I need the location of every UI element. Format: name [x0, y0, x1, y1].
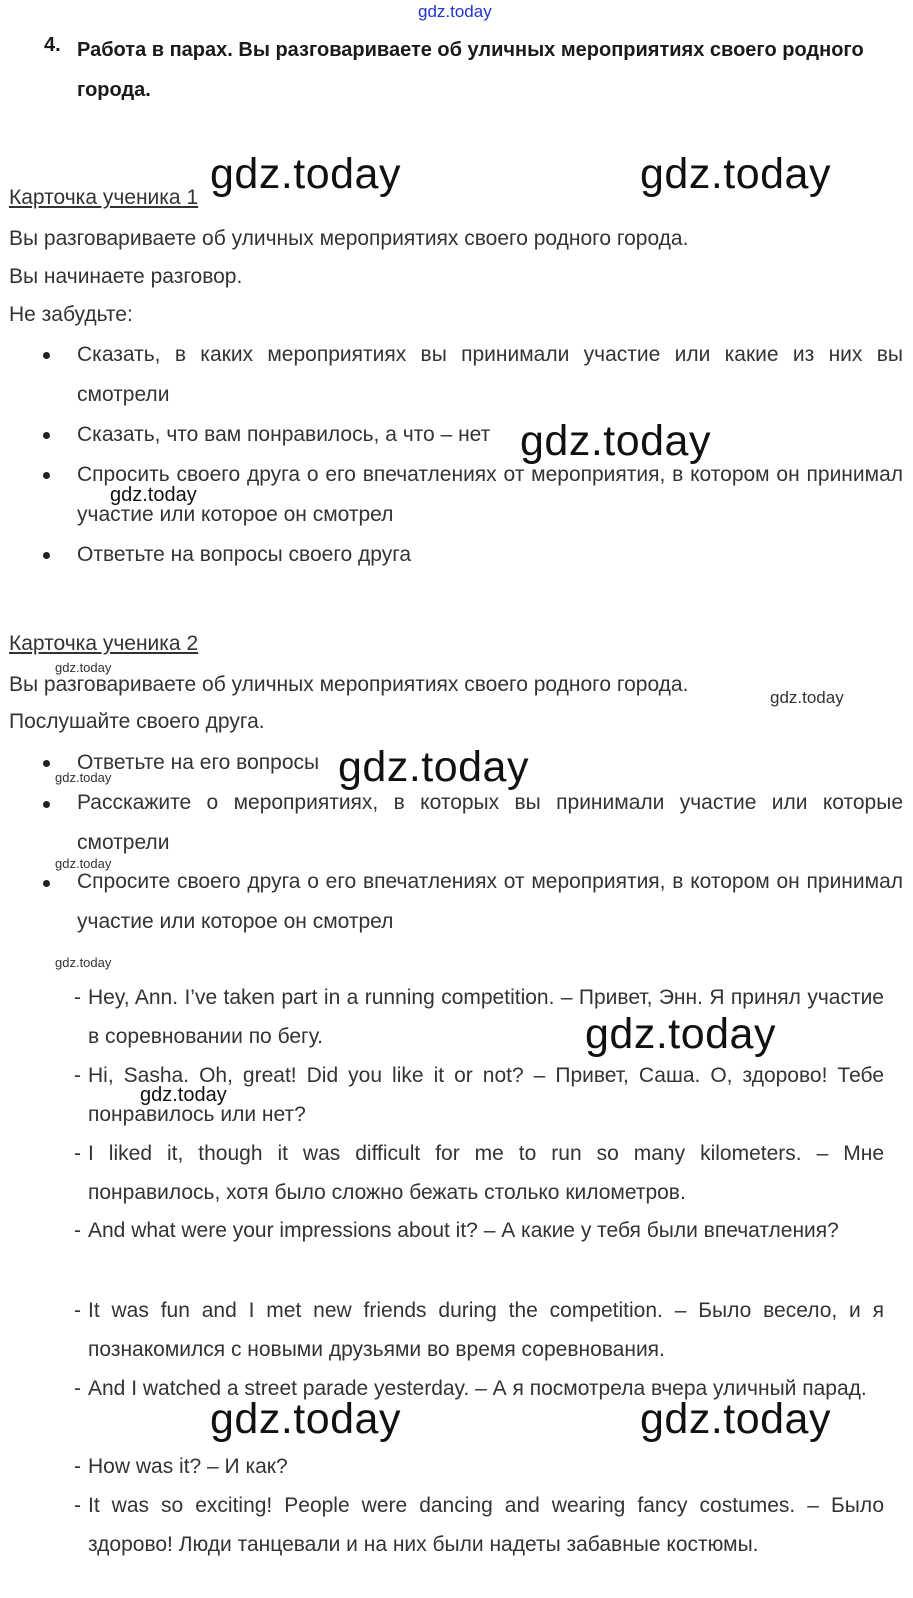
- dialogue-dash: -: [74, 1219, 81, 1242]
- watermark: gdz.today: [520, 417, 711, 465]
- task-number: 4.: [44, 34, 61, 56]
- watermark: gdz.today: [210, 150, 401, 198]
- dialogue-line: Hey, Ann. I’ve taken part in a running competition. – Привет, Энн. Я принял участие в соревновании по бегу.: [88, 986, 884, 1048]
- watermark: gdz.today: [770, 688, 844, 707]
- card2-bullet: Спросите своего друга о его впечатлениях от мероприятия, в котором он принимал участие или которое он смотрел: [77, 870, 903, 933]
- card2-bullet: Ответьте на его вопросы: [77, 751, 320, 774]
- card1-line: Вы начинаете разговор.: [9, 265, 243, 288]
- dialogue-line: And I watched a street parade yesterday. – А я посмотрела вчера уличный парад.: [88, 1377, 867, 1400]
- watermark: gdz.today: [55, 856, 112, 871]
- task-heading: Работа в парах. Вы разговариваете об уличных мероприятиях своего родного города.: [77, 39, 864, 101]
- dialogue-line: Hi, Sasha. Oh, great! Did you like it or not? – Привет, Саша. О, здорово! Тебе понравилось или нет?: [88, 1064, 884, 1126]
- dialogue-line: It was so exciting! People were dancing and wearing fancy costumes. – Было здорово! Люди танцевали и на них были надеты забавные костюмы.: [88, 1494, 884, 1556]
- dialogue-line: It was fun and I met new friends during the competition. – Было весело, и я познакомился с новыми друзьями во время соревнования.: [88, 1299, 884, 1361]
- bullet-dot: [43, 352, 50, 359]
- watermark: gdz.today: [55, 955, 112, 970]
- card2-line: Послушайте своего друга.: [9, 710, 265, 733]
- watermark-top: gdz.today: [418, 2, 492, 21]
- bullet-dot: [43, 432, 50, 439]
- card1-bullet: Сказать, что вам понравилось, а что – нет: [77, 423, 491, 446]
- watermark: gdz.today: [55, 770, 112, 785]
- dialogue-line: I liked it, though it was difficult for me to run so many kilometers. – Мне понравилось, хотя было сложно бежать столько километров.: [88, 1142, 884, 1204]
- dialogue-dash: -: [74, 1299, 81, 1322]
- bullet-dot: [43, 760, 50, 767]
- card2-bullet: Расскажите о мероприятиях, в которых вы принимали участие или которые смотрели: [77, 791, 903, 854]
- card2-title: Карточка ученика 2: [9, 632, 199, 655]
- watermark: gdz.today: [640, 150, 831, 198]
- card2-line: Вы разговариваете об уличных мероприятиях своего родного города.: [9, 673, 689, 696]
- dialogue-dash: -: [74, 986, 81, 1009]
- watermark: gdz.today: [210, 1395, 401, 1443]
- card1-bullet: Сказать, в каких мероприятиях вы принимали участие или какие из них вы смотрели: [77, 343, 903, 406]
- watermark: gdz.today: [110, 484, 197, 506]
- bullet-dot: [43, 552, 50, 559]
- watermark: gdz.today: [140, 1084, 227, 1106]
- watermark: gdz.today: [585, 1010, 776, 1058]
- card1-line: Вы разговариваете об уличных мероприятиях своего родного города.: [9, 227, 689, 250]
- bullet-dot: [43, 472, 50, 479]
- watermark: gdz.today: [338, 743, 529, 791]
- card1-title: Карточка ученика 1: [9, 186, 199, 209]
- bullet-dot: [43, 801, 50, 808]
- watermark: gdz.today: [55, 660, 112, 675]
- card1-line: Не забудьте:: [9, 303, 133, 326]
- dialogue-dash: -: [74, 1455, 81, 1478]
- dialogue-dash: -: [74, 1142, 81, 1165]
- dialogue-line: And what were your impressions about it? – А какие у тебя были впечатления?: [88, 1219, 839, 1242]
- card1-bullet: Спросить своего друга о его впечатлениях от мероприятия, в котором он принимал участие или которое он смотрел: [77, 463, 903, 526]
- watermark: gdz.today: [640, 1395, 831, 1443]
- dialogue-dash: -: [74, 1064, 81, 1087]
- card1-bullet: Ответьте на вопросы своего друга: [77, 543, 412, 566]
- bullet-dot: [43, 880, 50, 887]
- dialogue-dash: -: [74, 1377, 81, 1400]
- dialogue-line: How was it? – И как?: [88, 1455, 288, 1478]
- dialogue-dash: -: [74, 1494, 81, 1517]
